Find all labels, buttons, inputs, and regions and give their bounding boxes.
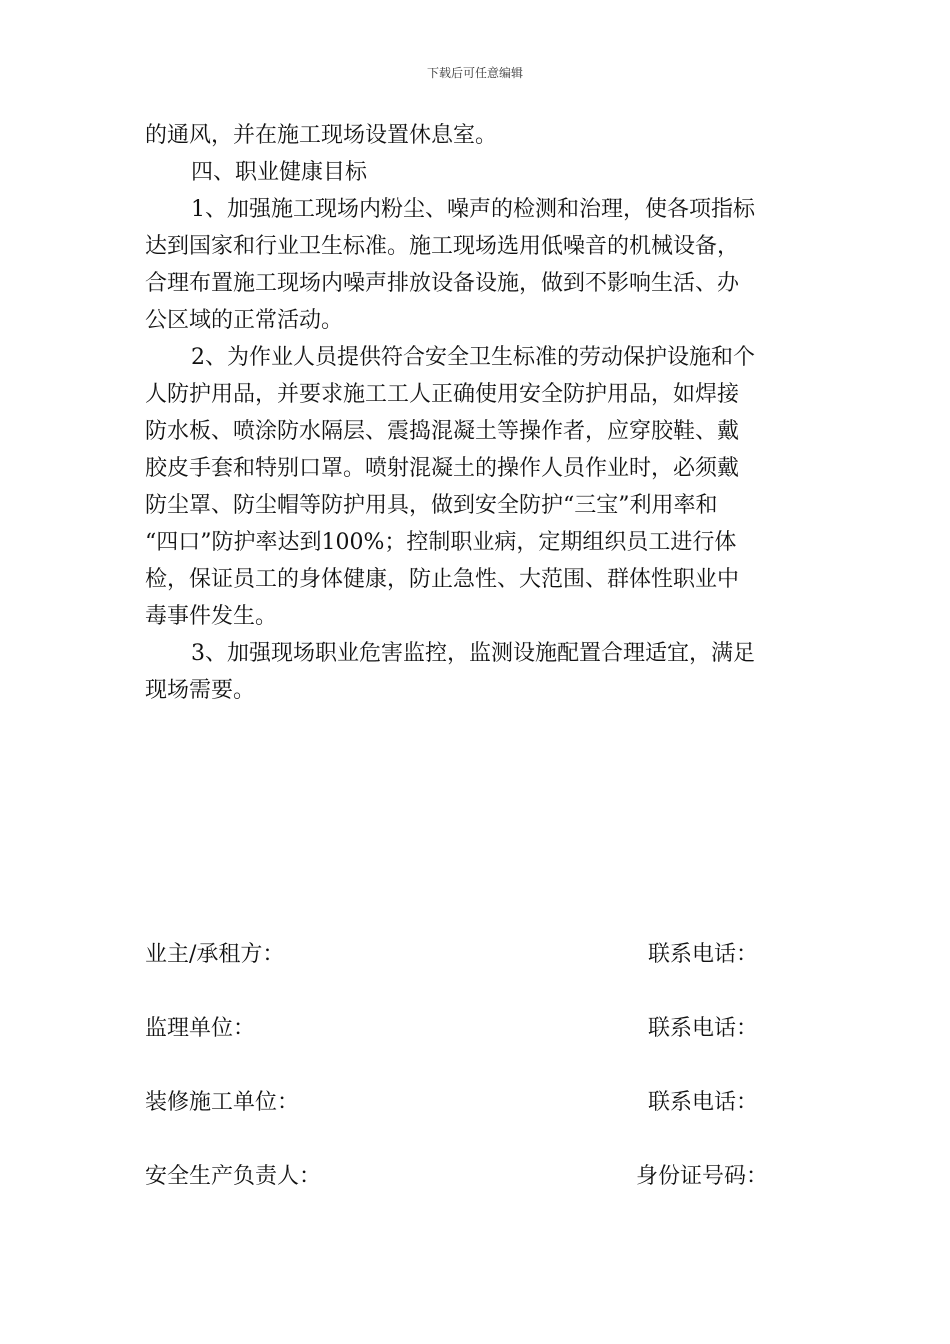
safety-officer-label: 安全生产负责人：	[145, 1164, 322, 1189]
signature-row-supervisor	[145, 1010, 810, 1047]
body-line: 现场需要。	[145, 678, 256, 703]
body-line: 公区域的正常活动。	[145, 308, 344, 333]
signature-row-owner	[145, 936, 810, 973]
body-line: 2、为作业人员提供符合安全卫生标准的劳动保护设施和个	[191, 345, 755, 370]
owner-label: 业主/承租方：	[145, 942, 285, 967]
body-line: 达到国家和行业卫生标准。施工现场选用低噪音的机械设备，	[145, 234, 740, 259]
supervisor-phone-label: 联系电话：	[648, 1016, 759, 1041]
contractor-label: 装修施工单位：	[145, 1090, 300, 1115]
body-line: 胶皮手套和特别口罩。喷射混凝土的操作人员作业时，必须戴	[145, 456, 740, 481]
section-heading: 四、职业健康目标	[191, 160, 368, 185]
body-line: 1、加强施工现场内粉尘、噪声的检测和治理，使各项指标	[191, 197, 755, 222]
body-line: 毒事件发生。	[145, 604, 278, 629]
body-line: 检，保证员工的身体健康，防止急性、大范围、群体性职业中	[145, 567, 740, 592]
contractor-phone-label: 联系电话：	[648, 1090, 759, 1115]
body-line: 合理布置施工现场内噪声排放设备设施，做到不影响生活、办	[145, 271, 740, 296]
body-line: 3、加强现场职业危害监控，监测设施配置合理适宜，满足	[191, 641, 755, 666]
supervisor-label: 监理单位：	[145, 1016, 256, 1041]
owner-phone-label: 联系电话：	[648, 942, 759, 967]
body-line: 人防护用品，并要求施工工人正确使用安全防护用品，如焊接	[145, 382, 740, 407]
signature-row-safety	[145, 1158, 810, 1195]
body-line: “四口”防护率达到100%；控制职业病，定期组织员工进行体	[145, 530, 737, 555]
page-header: 下载后可任意编辑	[426, 66, 523, 80]
body-line: 防尘罩、防尘帽等防护用具，做到安全防护“三宝”利用率和	[145, 493, 718, 518]
body-line: 防水板、喷涂防水隔层、震捣混凝土等操作者，应穿胶鞋、戴	[145, 419, 740, 444]
signature-row-contractor	[145, 1084, 810, 1121]
document-body	[145, 117, 810, 709]
body-line: 的通风，并在施工现场设置休息室。	[145, 123, 498, 148]
safety-id-label: 身份证号码：	[636, 1164, 769, 1189]
